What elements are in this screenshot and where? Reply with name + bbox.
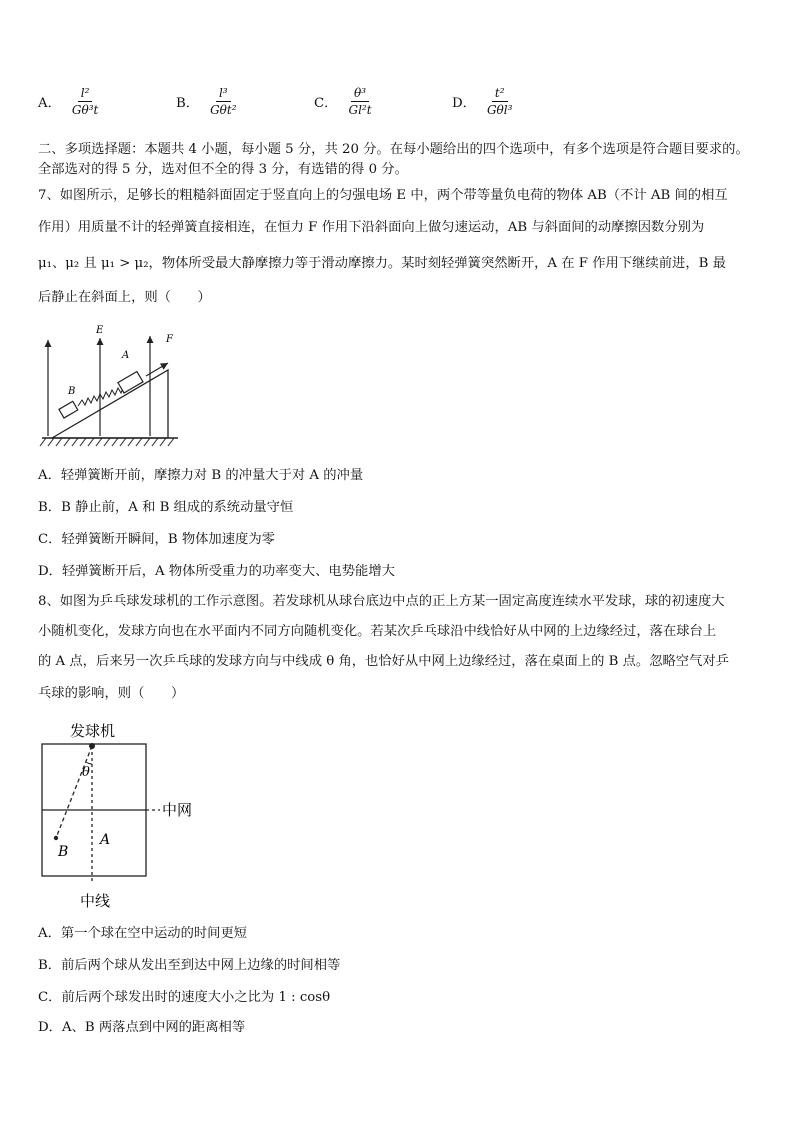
q6-option-a (38, 86, 101, 117)
q6-options (38, 86, 758, 126)
q8-option-d: D．A、B 两落点到中网的距离相等 (38, 1020, 246, 1035)
q7-option-a: A．轻弹簧断开前，摩擦力对 B 的冲量大于对 A 的冲量 (38, 468, 364, 483)
q6-option-d (452, 86, 515, 117)
net-label: 中网 (162, 801, 193, 819)
q7-option-d: D．轻弹簧断开后，A 物体所受重力的功率变大、电势能增大 (38, 564, 395, 579)
label-a: A (122, 350, 130, 361)
q8-stem-line: 小随机变化，发球方向也在水平面内不同方向随机变化。若某次乒乓球沿中线恰好从中网的上边缘经过，落在球台上 (38, 624, 717, 639)
label-b: B (58, 844, 69, 860)
option-label: D． (452, 96, 476, 111)
option-label: B． (176, 96, 200, 111)
ping-pong-table-figure (38, 716, 208, 912)
block-b (59, 401, 78, 418)
ground-hatch (40, 438, 174, 446)
spring (78, 386, 124, 406)
q8-stem-line: 的 A 点，后来另一次乒乓球的发球方向与中线成 θ 角，也恰好从中网上边缘经过，落在桌面上的 B 点。忽略空气对乒 (38, 654, 729, 669)
q7-stem-line: 7、如图所示，足够长的粗糙斜面固定于竖直向上的匀强电场 E 中，两个带等量负电荷的物体 AB（不计 AB 间的相互 (38, 188, 728, 203)
q8-option-a: A．第一个球在空中运动的时间更短 (38, 926, 248, 941)
q7-option-b: B．B 静止前，A 和 B 组成的系统动量守恒 (38, 500, 294, 515)
label-a: A (100, 832, 111, 848)
angle-arc (86, 762, 92, 764)
q7-stem-line: 作用）用质量不计的轻弹簧直接相连，在恒力 F 作用下沿斜面向上做匀速运动，AB 与斜面间的动摩擦因数分别为 (38, 220, 705, 235)
q7-stem-line: 后静止在斜面上，则（ ） (38, 290, 211, 305)
incline-spring-figure (38, 322, 188, 450)
theta-label: θ (82, 765, 90, 780)
q7-option-c: C．轻弹簧断开瞬间，B 物体加速度为零 (38, 532, 275, 547)
numerator: t² (492, 86, 508, 102)
q8-stem-line: 8、如图为乒乓球发球机的工作示意图。若发球机从球台底边中点的正上方某一固定高度连续水平发球，球的初速度大 (38, 594, 725, 609)
denominator: Gθt² (210, 103, 237, 117)
numerator: θ³ (351, 86, 369, 102)
denominator: Gθ³t (71, 103, 99, 117)
denominator: Gl²t (348, 103, 372, 117)
option-label: A． (38, 96, 61, 111)
q6-option-c (314, 86, 375, 117)
force-arrow (146, 363, 168, 376)
numerator: l³ (216, 86, 231, 102)
fraction (484, 86, 515, 117)
field-label-E: E (96, 325, 104, 336)
section-heading-cont: 全部选对的得 5 分，选对但不全的得 3 分，有选错的得 0 分。 (38, 162, 408, 177)
q7-stem-line: μ₁、μ₂ 且 μ₁ > μ₂，物体所受最大静摩擦力等于滑动摩擦力。某时刻轻弹簧突然断开，A 在 F 作用下继续前进，B 最 (38, 256, 726, 271)
fraction (207, 86, 239, 117)
angled-path (56, 746, 92, 838)
q8-option-c: C．前后两个球发出时的速度大小之比为 1 : cosθ (38, 990, 331, 1005)
label-b: B (68, 386, 76, 397)
q8-option-b: B．前后两个球从发出至到达中网上边缘的时间相等 (38, 958, 341, 973)
q8-stem-line: 乓球的影响，则（ ） (38, 686, 185, 701)
denominator: Gθl³ (486, 103, 513, 117)
centerline-label: 中线 (80, 892, 111, 910)
numerator: l² (78, 86, 93, 102)
block-a (118, 372, 143, 393)
machine-label: 发球机 (70, 722, 116, 740)
q6-option-b (176, 86, 240, 117)
option-label: C． (314, 96, 338, 111)
fraction (345, 86, 374, 117)
section-heading: 二、多项选择题：本题共 4 小题，每小题 5 分，共 20 分。在每小题给出的四个选项中，有多个选项是符合题目要求的。 (38, 142, 749, 157)
fraction (69, 86, 101, 117)
point-b (54, 836, 58, 840)
force-label-F: F (166, 334, 173, 345)
